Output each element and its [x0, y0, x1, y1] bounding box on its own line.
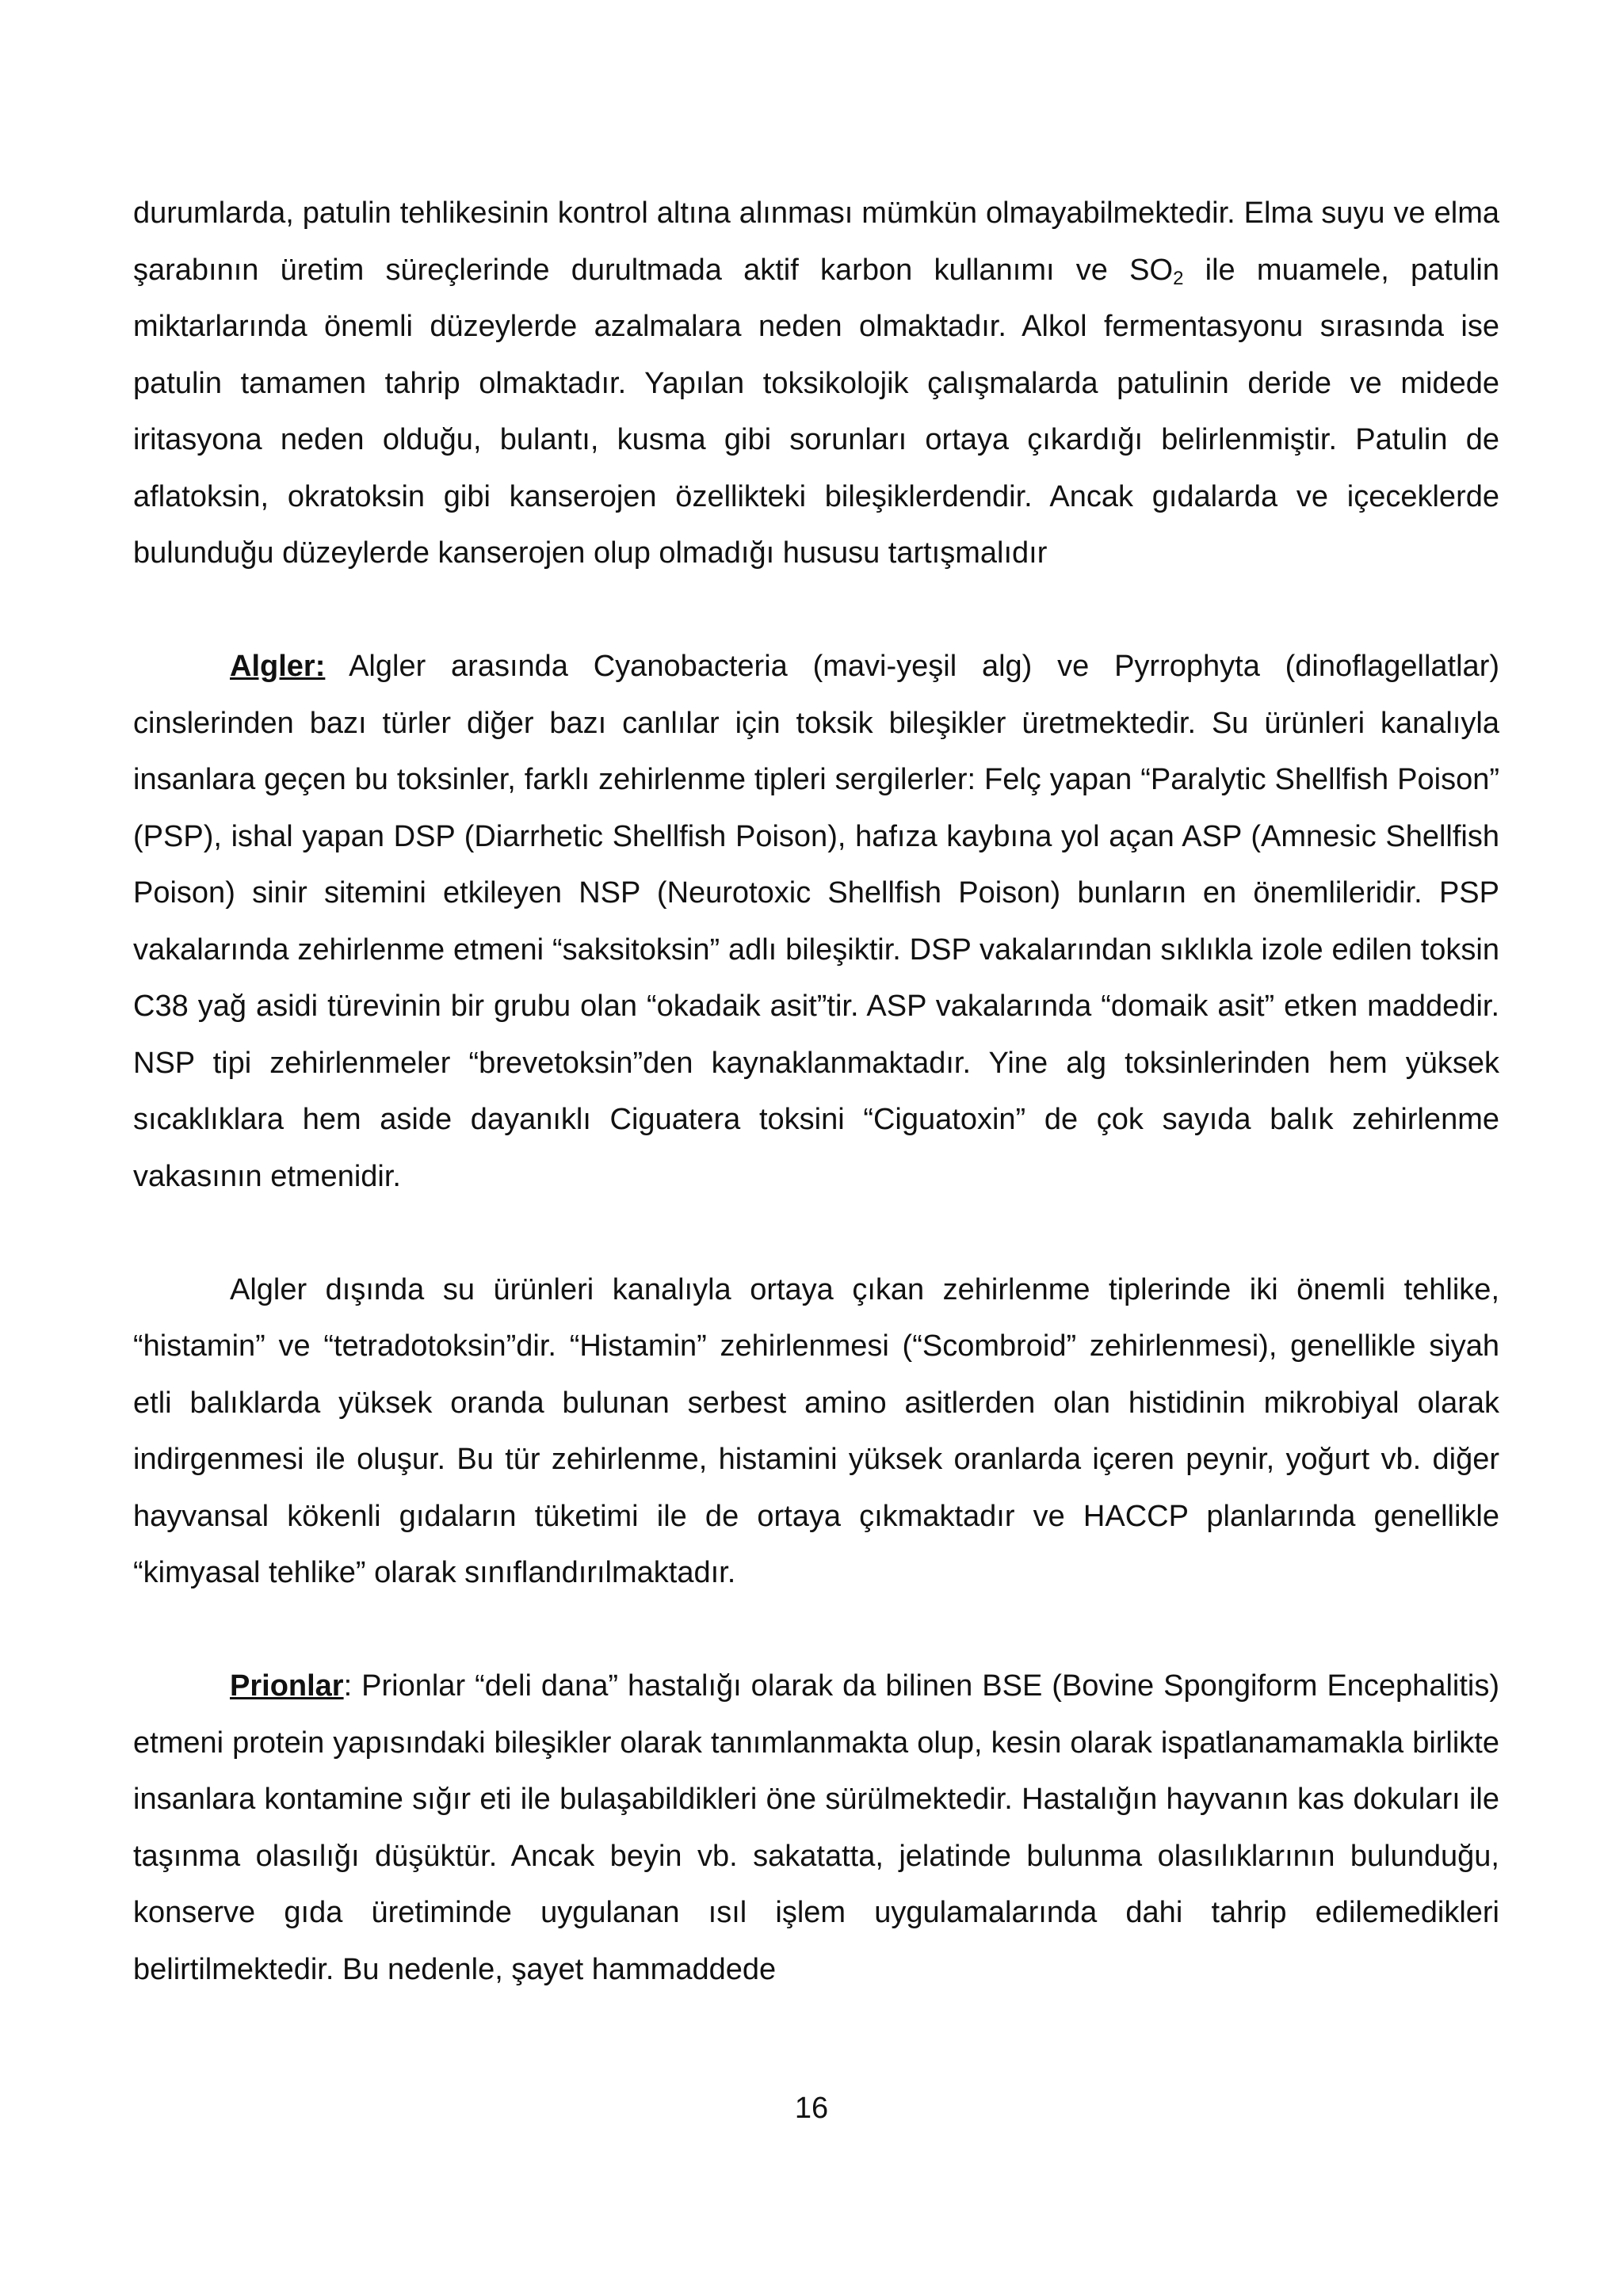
so2-subscript: 2: [1173, 267, 1184, 289]
page-body: [133, 185, 1499, 1998]
paragraph-spacer: [133, 1205, 1499, 1262]
paragraph-patulin: [133, 185, 1499, 582]
section-heading-algler: Algler:: [230, 650, 326, 683]
paragraph-patulin-text-a: durumlarda, patulin tehlikesinin kontrol altına alınması mümkün olmayabilmektedir. Elma suyu ve elma şarabının üretim süreçlerinde durultmada aktif karbon kullanımı ve SO: [133, 196, 1499, 287]
paragraph-histamin-text: Algler dışında su ürünleri kanalıyla ortaya çıkan zehirlenme tiplerinde iki önemli tehlike, “histamin” ve “tetradotoksin”dir. “Histamin” zehirlenmesi (“Scombroid” zehirlenmesi), genellikle siyah etli balıklarda yüksek oranda bulunan serbest amino asitlerden olan histidinin mikrobiyal olarak indirgenmesi ile oluşur. Bu tür zehirlenme, histamini yüksek oranlarda içeren peynir, yoğurt vb. diğer hayvansal kökenli gıdaların tüketimi ile de ortaya çıkmaktadır ve HACCP planlarında genellikle “kimyasal tehlike” olarak sınıflandırılmaktadır.: [133, 1272, 1499, 1589]
paragraph-spacer: [133, 1602, 1499, 1659]
paragraph-histamin: [133, 1262, 1499, 1602]
page-number: 16: [794, 2092, 829, 2125]
paragraph-patulin-text-b: ile muamele, patulin miktarlarında önemli düzeylerde azalmalara neden olmaktadır. Alkol fermentasyonu sırasında ise patulin tamamen tahrip olmaktadır. Yapılan toksikolojik çalışmalarda patulinin deride ve midede iritasyona neden olduğu, bulantı, kusma gibi sorunları ortaya çıkardığı belirlenmiştir. Patulin de aflatoksin, okratoksin gibi kanserojen özellikteki bileşiklerdendir. Ancak gıdalarda ve içeceklerde bulunduğu düzeylerde kanserojen olup olmadığı hususu tartışmalıdır: [133, 253, 1499, 570]
section-heading-prionlar: Prionlar: [230, 1669, 344, 1703]
paragraph-prionlar-text: : Prionlar “deli dana” hastalığı olarak da bilinen BSE (Bovine Spongiform Encephalitis) etmeni protein yapısındaki bileşikler olarak tanımlanmakta olup, kesin olarak ispatlanamamakla birlikte insanlara kontamine sığır eti ile bulaşabildikleri öne sürülmektedir. Hastalığın hayvanın kas dokuları ile taşınma olasılığı düşüktür. Ancak beyin vb. sakatatta, jelatinde bulunma olasılıklarının bulunduğu, konserve gıda üretiminde uygulanan ısıl işlem uygulamalarında dahi tahrip edilemedikleri belirtilmektedir. Bu nedenle, şayet hammaddede: [133, 1669, 1499, 1986]
paragraph-algler-text: Algler arasında Cyanobacteria (mavi-yeşil alg) ve Pyrrophyta (dinoflagellatlar) cinslerinden bazı türler diğer bazı canlılar için toksik bileşikler üretmektedir. Su ürünleri kanalıyla insanlara geçen bu toksinler, farklı zehirlenme tipleri sergilerler: Felç yapan “Paralytic Shellfish Poison” (PSP), ishal yapan DSP (Diarrhetic Shellfish Poison), hafıza kaybına yol açan ASP (Amnesic Shellfish Poison) sinir sitemini etkileyen NSP (Neurotoxic Shellfish Poison) bunların en önemlileridir. PSP vakalarında zehirlenme etmeni “saksitoksin” adlı bileşiktir. DSP vakalarından sıklıkla izole edilen toksin C38 yağ asidi türevinin bir grubu olan “okadaik asit”tir. ASP vakalarında “domaik asit” etken maddedir. NSP tipi zehirlenmeler “brevetoksin”den kaynaklanmaktadır. Yine alg toksinlerinden hem yüksek sıcaklıklara hem aside dayanıklı Ciguatera toksini “Ciguatoxin” de çok sayıda balık zehirlenme vakasının etmenidir.: [133, 650, 1499, 1193]
paragraph-prionlar: [133, 1658, 1499, 1998]
paragraph-spacer: [133, 582, 1499, 639]
paragraph-algler: [133, 639, 1499, 1205]
